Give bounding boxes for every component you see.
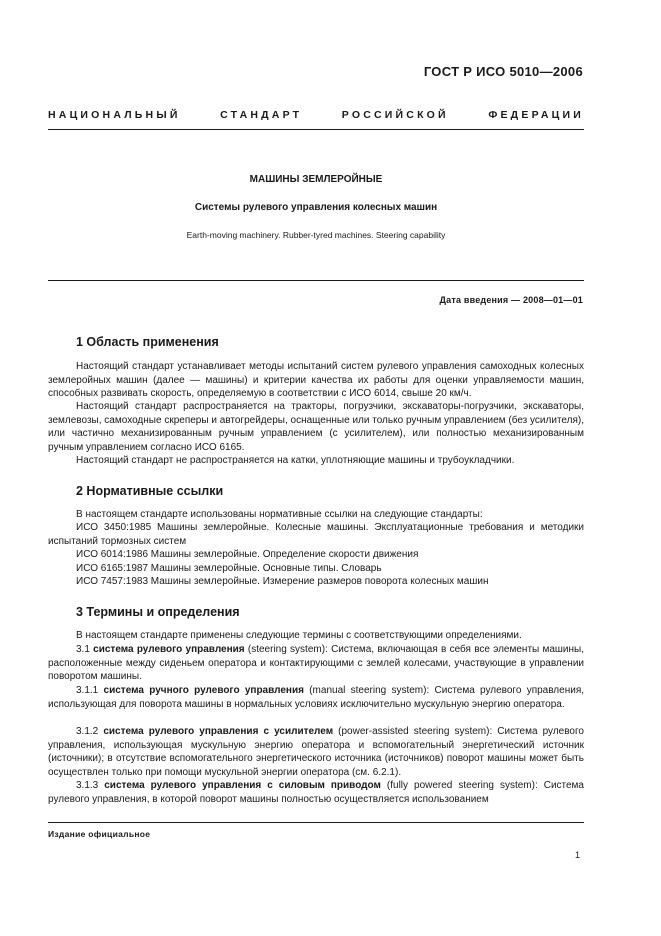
section-1-heading: 1 Область применения [76,335,219,349]
document-subtitle: Системы рулевого управления колесных машин [194,202,438,213]
official-edition-note: Издание официальное [48,829,151,839]
footer-rule [48,822,584,823]
term-3-1-1 [48,684,584,711]
term-3-1-name: система рулевого управления [93,644,245,655]
section-3-heading: 3 Термины и определения [76,605,240,619]
term-3-1-3-name: система рулевого управления с силовым приводом [104,780,381,791]
reference-iso-7457: ИСО 7457:1983 Машины землеройные. Измерение размеров поворота колесных машин [76,576,489,587]
term-3-1-2-definition: (power-assisted steering system): Система рулевого управления, использующая мускульную энергию оператора и вспомогательный энергетический источник (источники); в отсутствие вспомогательного энергетического источника (источников) поворот машины может быть осуществлен только при помощи мускульной энергии оператора (см. 6.2.1). [48,726,584,778]
document-title: МАШИНЫ ЗЕМЛЕРОЙНЫЕ [249,174,383,185]
term-3-1-1-name: система ручного рулевого управления [103,685,304,696]
document-title-english: Earth-moving machinery. Rubber-tyred machines. Steering capability [186,230,446,240]
section-1-paragraph-1-text: Настоящий стандарт устанавливает методы испытаний систем рулевого управления самоходных колесных землеройных машин (далее — машины) и критерии качества их работы для оценки управляемости машин, способных развивать скорость, определяемую в соответствии с ИСО 6014, свыше 20 км/ч. [48,361,584,399]
term-3-1-definition: (steering system): Система, включающая в себя все элементы машины, расположенные между сиденьем оператора и контактирующими с землей колесами, участвующие в управлении поворотом машины. [48,644,585,682]
term-3-1-2-number: 3.1.2 [76,726,99,737]
section-1-paragraph-1 [48,360,584,401]
section-2-paragraph-1-text: В настоящем стандарте использованы нормативные ссылки на следующие стандарты: [76,509,483,520]
term-3-1-2 [48,725,584,779]
reference-iso-6014: ИСО 6014:1986 Машины землеройные. Определение скорости движения [76,549,419,560]
section-3-paragraph-1-text: В настоящем стандарте применены следующие термины с соответствующими определениями. [76,630,522,641]
term-3-1-1-number: 3.1.1 [76,685,99,696]
reference-iso-6165: ИСО 6165:1987 Машины землеройные. Основные типы. Словарь [76,563,382,574]
term-3-1-3-number: 3.1.3 [76,780,99,791]
section-1-paragraph-3 [48,454,584,468]
standard-banner: НАЦИОНАЛЬНЫЙ СТАНДАРТ РОССИЙСКОЙ ФЕДЕРАЦИИ [48,109,584,121]
section-1-paragraph-2-text: Настоящий стандарт распространяется на тракторы, погрузчики, экскаваторы-погрузчики, экскаваторы, землевозы, самоходные скреперы и автогрейдеры, оснащенные или только ручным управлением (без усилителя), или частично механизированным ручным управлением (с усилителем), или полностью механизированным ручным управлением согласно ИСО 6165. [48,401,584,453]
term-3-1-3 [48,779,584,806]
title-rule [48,280,584,281]
section-2-paragraph-1 [48,508,584,522]
term-3-1-2-name: система рулевого управления с усилителем [103,726,334,737]
reference-iso-3450 [48,521,584,548]
term-3-1 [48,643,584,684]
section-3-paragraph-1 [48,629,584,643]
term-3-1-1-definition: (manual steering system): Система рулевого управления, использующая для поворота машины в нормальных условиях исключительно мускульную энергию оператора. [48,685,585,710]
term-3-1-number: 3.1 [76,644,90,655]
document-code: ГОСТ Р ИСО 5010—2006 [423,64,583,79]
section-2-heading: 2 Нормативные ссылки [76,484,224,498]
term-3-1-3-definition: (fully powered steering system): Система рулевого управления, в которой поворот машины полностью осуществляется использованием [48,780,584,805]
page-number: 1 [574,850,580,860]
reference-iso-3450-text: ИСО 3450:1985 Машины землеройные. Колесные машины. Эксплуатационные требования и методики испытаний тормозных систем [48,522,584,547]
section-1-paragraph-3-text: Настоящий стандарт не распространяется на катки, уплотняющие машины и трубоукладчики. [76,455,515,466]
header-rule [48,129,584,130]
section-1-paragraph-2 [48,400,584,454]
introduction-date: Дата введения — 2008—01—01 [439,295,583,305]
